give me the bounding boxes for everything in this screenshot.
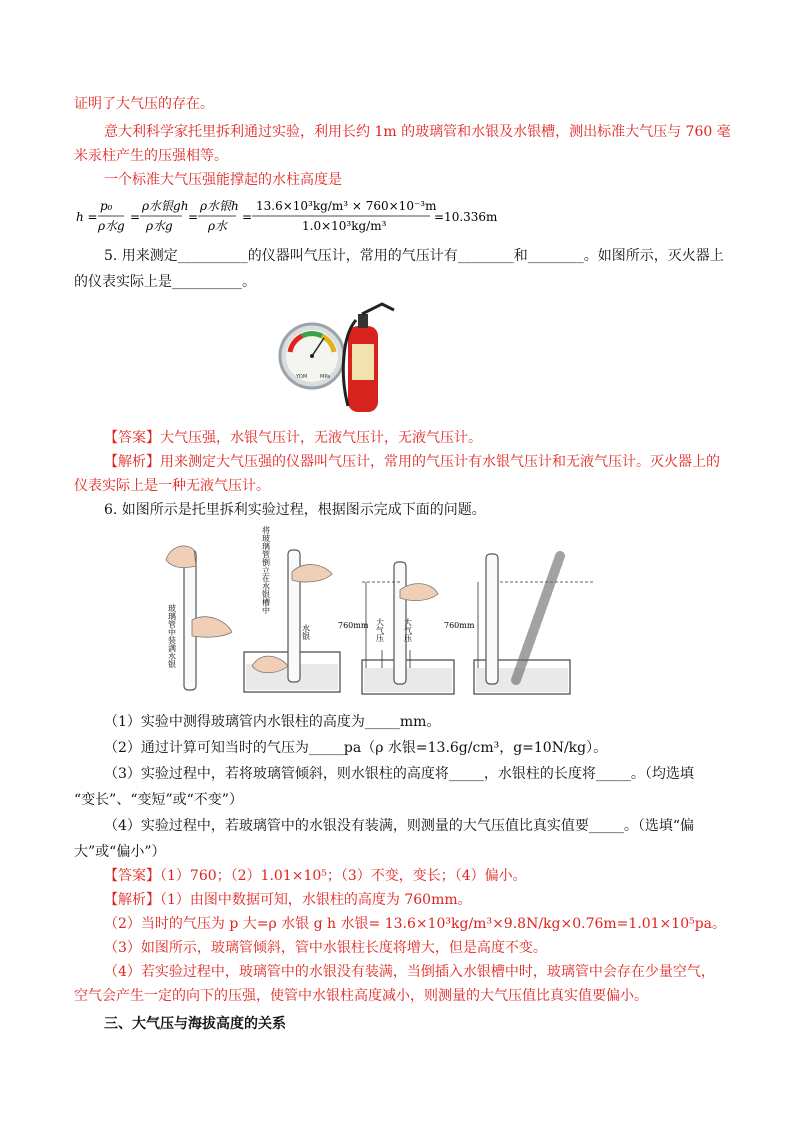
svg-text:ρ水银gh: ρ水银gh <box>142 199 189 213</box>
fig-label-atm-a: 大气压 <box>375 618 385 642</box>
svg-text:=: = <box>130 210 141 224</box>
formula-numerator: 13.6×10³kg/m³ × 760×10⁻³m <box>256 199 437 213</box>
svg-text:ρ水银h: ρ水银h <box>200 199 239 213</box>
q5-analysis-2: 仪表实际上是一种无液气压计。 <box>74 478 270 494</box>
q6-analysis-4b: 空气会产生一定的向下的压强，使管中水银柱高度减小，则测量的大气压值比真实值要偏小。 <box>74 988 648 1004</box>
q6-answer: 【答案】（1）760；（2）1.01×10⁵；（3）不变，变长；（4）偏小。 <box>104 868 527 884</box>
intro-line-4: 一个标准大气压强能撑起的水柱高度是 <box>104 172 342 188</box>
formula-result: =10.336m <box>434 210 498 224</box>
svg-text:h =: h = <box>76 210 98 224</box>
svg-text:=: = <box>242 210 253 224</box>
q6-line-1: 6. 如图所示是托里拆利实验过程，根据图示完成下面的问题。 <box>104 502 486 518</box>
q5-analysis-1: 【解析】用来测定大气压强的仪器叫气压计，常用的气压计有水银气压计和无液气压计。灭火器上的 <box>104 454 720 470</box>
q6-analysis-2: （2）当时的气压为 p 大=ρ 水银 g h 水银= 13.6×10³kg/m³×9.8N/kg×0.76m=1.01×10⁵pa。 <box>104 916 727 932</box>
intro-line-2: 意大利科学家托里拆利通过实验，利用长约 1m 的玻璃管和水银及水银槽，测出标准大气压与 760 毫 <box>104 124 731 140</box>
svg-text:ρ水g: ρ水g <box>146 219 173 233</box>
intro-line-1: 证明了大气压的存在。 <box>74 96 214 112</box>
formula-denominator: 1.0×10³kg/m³ <box>302 219 387 233</box>
q6-sub-1: （1）实验中测得玻璃管内水银柱的高度为_____mm。 <box>104 714 441 730</box>
water-column-formula <box>74 196 634 238</box>
fig-label-invert: 将玻璃管倒立在水银槽中 <box>261 526 271 614</box>
q6-analysis-4a: （4）若实验过程中，玻璃管中的水银没有装满，当倒插入水银槽中时，玻璃管中会存在少量空气， <box>104 964 715 980</box>
fig-label-atm-b: 大气压 <box>403 618 413 642</box>
intro-line-3: 米汞柱产生的压强相等。 <box>74 148 228 164</box>
fire-extinguisher-figure <box>272 296 402 420</box>
svg-text:ρ水: ρ水 <box>208 219 228 233</box>
torricelli-experiment-figure <box>156 520 596 700</box>
q5-answer: 【答案】大气压强，水银气压计，无液气压计，无液气压计。 <box>104 430 482 446</box>
q6-analysis-1: 【解析】（1）由图中数据可知，水银柱的高度为 760mm。 <box>104 892 472 908</box>
svg-text:p₀: p₀ <box>100 199 113 213</box>
svg-text:=: = <box>188 210 199 224</box>
svg-text:MPa: MPa <box>320 374 331 380</box>
q5-line-2: 的仪表实际上是__________。 <box>74 274 256 290</box>
q6-sub-2: （2）通过计算可知当时的气压为_____pa（ρ 水银=13.6g/cm³，g=10N/kg）。 <box>104 740 608 756</box>
svg-text:ρ水g: ρ水g <box>98 219 125 233</box>
fig-label-760-b: 760mm <box>444 621 475 630</box>
fig-label-760-a: 760mm <box>338 621 369 630</box>
q6-sub-4a: （4）实验过程中，若玻璃管中的水银没有装满，则测量的大气压值比真实值要_____。（选填“偏 <box>104 818 695 834</box>
svg-text:YDM: YDM <box>296 374 308 380</box>
q6-sub-3b: “变长”、“变短”或“不变”） <box>74 792 243 808</box>
q6-sub-4b: 大”或“偏小”） <box>74 844 166 860</box>
q6-sub-3a: （3）实验过程中，若将玻璃管倾斜，则水银柱的高度将_____，水银柱的长度将_____。（均选填 <box>104 766 694 782</box>
fig-label-mercury: 水银 <box>301 624 311 640</box>
q5-line-1: 5. 用来测定__________的仪器叫气压计，常用的气压计有________和________。如图所示，灭火器上 <box>104 248 724 264</box>
section-3-title: 三、大气压与海拔高度的关系 <box>104 1016 286 1032</box>
fig-label-fill: 玻璃管中装满水银 <box>167 604 177 668</box>
q6-analysis-3: （3）如图所示，玻璃管倾斜，管中水银柱长度将增大，但是高度不变。 <box>104 940 547 956</box>
